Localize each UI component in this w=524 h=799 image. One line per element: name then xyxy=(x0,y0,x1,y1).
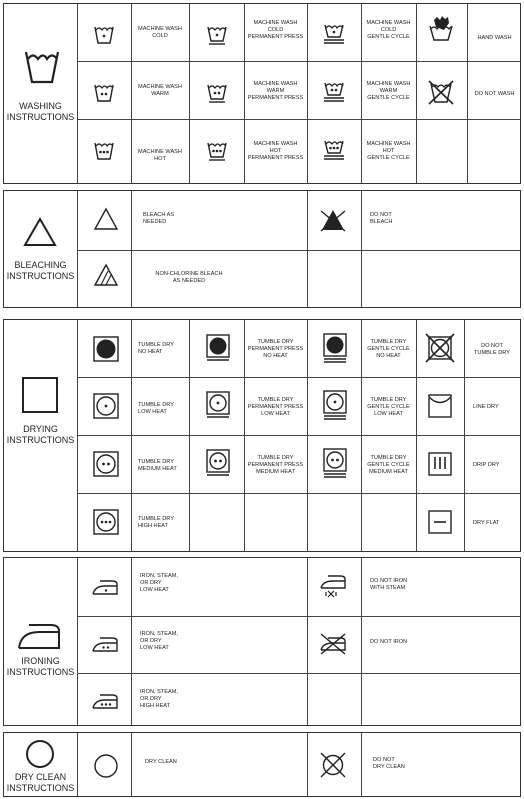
tumble-dry-no-heat-icon xyxy=(93,336,119,362)
dry-clean-section xyxy=(3,732,521,797)
do-not-wash-icon xyxy=(427,77,455,105)
label-mw-warm-pp: MACHINE WASH WARM PERMANENT PRESS xyxy=(247,81,304,101)
label-mw-cold-gc: MACHINE WASH COLD GENTLE CYCLE xyxy=(366,20,411,40)
label-td-pp-no-heat: TUMBLE DRY PERMANENT PRESS NO HEAT xyxy=(247,339,304,359)
tumble-dry-gc-no-heat-icon xyxy=(323,333,347,364)
triangle-icon xyxy=(23,217,57,247)
label-do-not-dry-clean: DO NOT DRY CLEAN xyxy=(373,757,405,770)
label-dry-flat: DRY FLAT xyxy=(473,520,500,526)
label-mw-cold: MACHINE WASH COLD xyxy=(138,26,182,39)
iron-medium-heat-icon xyxy=(92,635,118,653)
label-td-medium: TUMBLE DRY MEDIUM HEAT xyxy=(138,459,177,472)
do-not-tumble-dry-icon xyxy=(425,333,455,363)
non-chlorine-bleach-icon xyxy=(93,263,119,287)
bleach-icon xyxy=(93,207,119,231)
machine-wash-cold-gc-icon xyxy=(323,22,345,46)
tumble-dry-gc-medium-icon xyxy=(323,448,347,479)
ironing-section xyxy=(3,557,521,726)
square-icon xyxy=(22,377,58,413)
tumble-dry-medium-icon xyxy=(93,451,119,477)
label-non-chlorine-bleach: NON-CHLORINE BLEACH AS NEEDED xyxy=(155,271,223,284)
machine-wash-warm-icon xyxy=(94,82,114,102)
tumble-dry-low-icon xyxy=(93,393,119,419)
label-do-not-bleach: DO NOT BLEACH xyxy=(370,212,393,225)
machine-wash-warm-pp-icon xyxy=(207,82,227,104)
hand-wash-icon xyxy=(428,14,454,42)
do-not-iron-icon xyxy=(319,632,347,656)
label-td-no-heat: TUMBLE DRY NO HEAT xyxy=(138,342,174,355)
do-not-iron-with-steam-icon xyxy=(319,574,347,598)
bleaching-section xyxy=(3,190,521,308)
label-mw-cold-pp: MACHINE WASH COLD PERMANENT PRESS xyxy=(247,20,304,40)
label-mw-hot: MACHINE WASH HOT xyxy=(138,149,182,162)
tumble-dry-gc-low-icon xyxy=(323,390,347,421)
label-iron-low: IRON, STEAM, OR DRY LOW HEAT xyxy=(140,573,178,593)
iron-high-heat-icon xyxy=(92,692,118,710)
machine-wash-cold-icon xyxy=(94,24,114,44)
label-iron-medium: IRON, STEAM, OR DRY LOW HEAT xyxy=(140,631,178,651)
label-do-not-tumble-dry: DO NOT TUMBLE DRY xyxy=(474,343,510,356)
label-hand-wash: HAND WASH xyxy=(477,35,512,41)
label-td-pp-low: TUMBLE DRY PERMANENT PRESS LOW HEAT xyxy=(247,397,304,417)
label-td-low: TUMBLE DRY LOW HEAT xyxy=(138,402,174,415)
dry-clean-title: DRY CLEAN INSTRUCTIONS xyxy=(6,772,75,793)
washing-title: WASHING INSTRUCTIONS xyxy=(6,101,75,122)
label-no-steam: DO NOT IRON WITH STEAM xyxy=(370,578,408,591)
dry-clean-icon xyxy=(93,753,119,779)
washing-section xyxy=(3,3,521,184)
tumble-dry-pp-no-heat-icon xyxy=(206,334,230,362)
label-td-high: TUMBLE DRY HIGH HEAT xyxy=(138,516,174,529)
do-not-dry-clean-icon xyxy=(319,751,347,779)
drip-dry-icon xyxy=(428,452,452,476)
machine-wash-hot-pp-icon xyxy=(207,140,227,162)
tumble-dry-high-icon xyxy=(93,509,119,535)
iron-low-heat-icon xyxy=(92,578,118,596)
label-td-gc-no-heat: TUMBLE DRY GENTLE CYCLE NO HEAT xyxy=(367,339,410,359)
do-not-bleach-icon xyxy=(319,208,347,232)
washtub-icon xyxy=(24,48,60,84)
drying-title: DRYING INSTRUCTIONS xyxy=(6,424,75,445)
label-mw-hot-gc: MACHINE WASH HOT GENTLE CYCLE xyxy=(366,141,411,161)
machine-wash-warm-gc-icon xyxy=(323,80,345,104)
label-bleach: BLEACH AS NEEDED xyxy=(143,212,175,225)
iron-icon xyxy=(17,620,61,650)
drying-section xyxy=(3,319,521,552)
label-mw-hot-pp: MACHINE WASH HOT PERMANENT PRESS xyxy=(247,141,304,161)
label-drip-dry: DRIP DRY xyxy=(473,462,500,468)
line-dry-icon xyxy=(428,394,452,418)
tumble-dry-pp-low-icon xyxy=(206,391,230,419)
tumble-dry-pp-medium-icon xyxy=(206,449,230,477)
label-dry-clean: DRY CLEAN xyxy=(145,759,177,765)
label-td-gc-low: TUMBLE DRY GENTLE CYCLE LOW HEAT xyxy=(367,397,410,417)
label-do-not-iron: DO NOT IRON xyxy=(370,639,408,645)
dry-flat-icon xyxy=(428,510,452,534)
label-iron-high: IRON, STEAM, OR DRY HIGH HEAT xyxy=(140,689,178,709)
machine-wash-cold-pp-icon xyxy=(207,24,227,46)
label-td-gc-medium: TUMBLE DRY GENTLE CYCLE MEDIUM HEAT xyxy=(367,455,410,475)
bleaching-title: BLEACHING INSTRUCTIONS xyxy=(6,260,75,281)
label-mw-warm-gc: MACHINE WASH WARM GENTLE CYCLE xyxy=(366,81,411,101)
label-mw-warm: MACHINE WASH WARM xyxy=(138,84,182,97)
label-line-dry: LINE DRY xyxy=(473,404,499,410)
ironing-title: IRONING INSTRUCTIONS xyxy=(6,656,75,677)
label-do-not-wash: DO NOT WASH xyxy=(474,91,515,97)
label-td-pp-medium: TUMBLE DRY PERMANENT PRESS MEDIUM HEAT xyxy=(247,455,304,475)
machine-wash-hot-gc-icon xyxy=(323,138,345,162)
machine-wash-hot-icon xyxy=(94,140,114,160)
circle-icon xyxy=(25,739,55,769)
